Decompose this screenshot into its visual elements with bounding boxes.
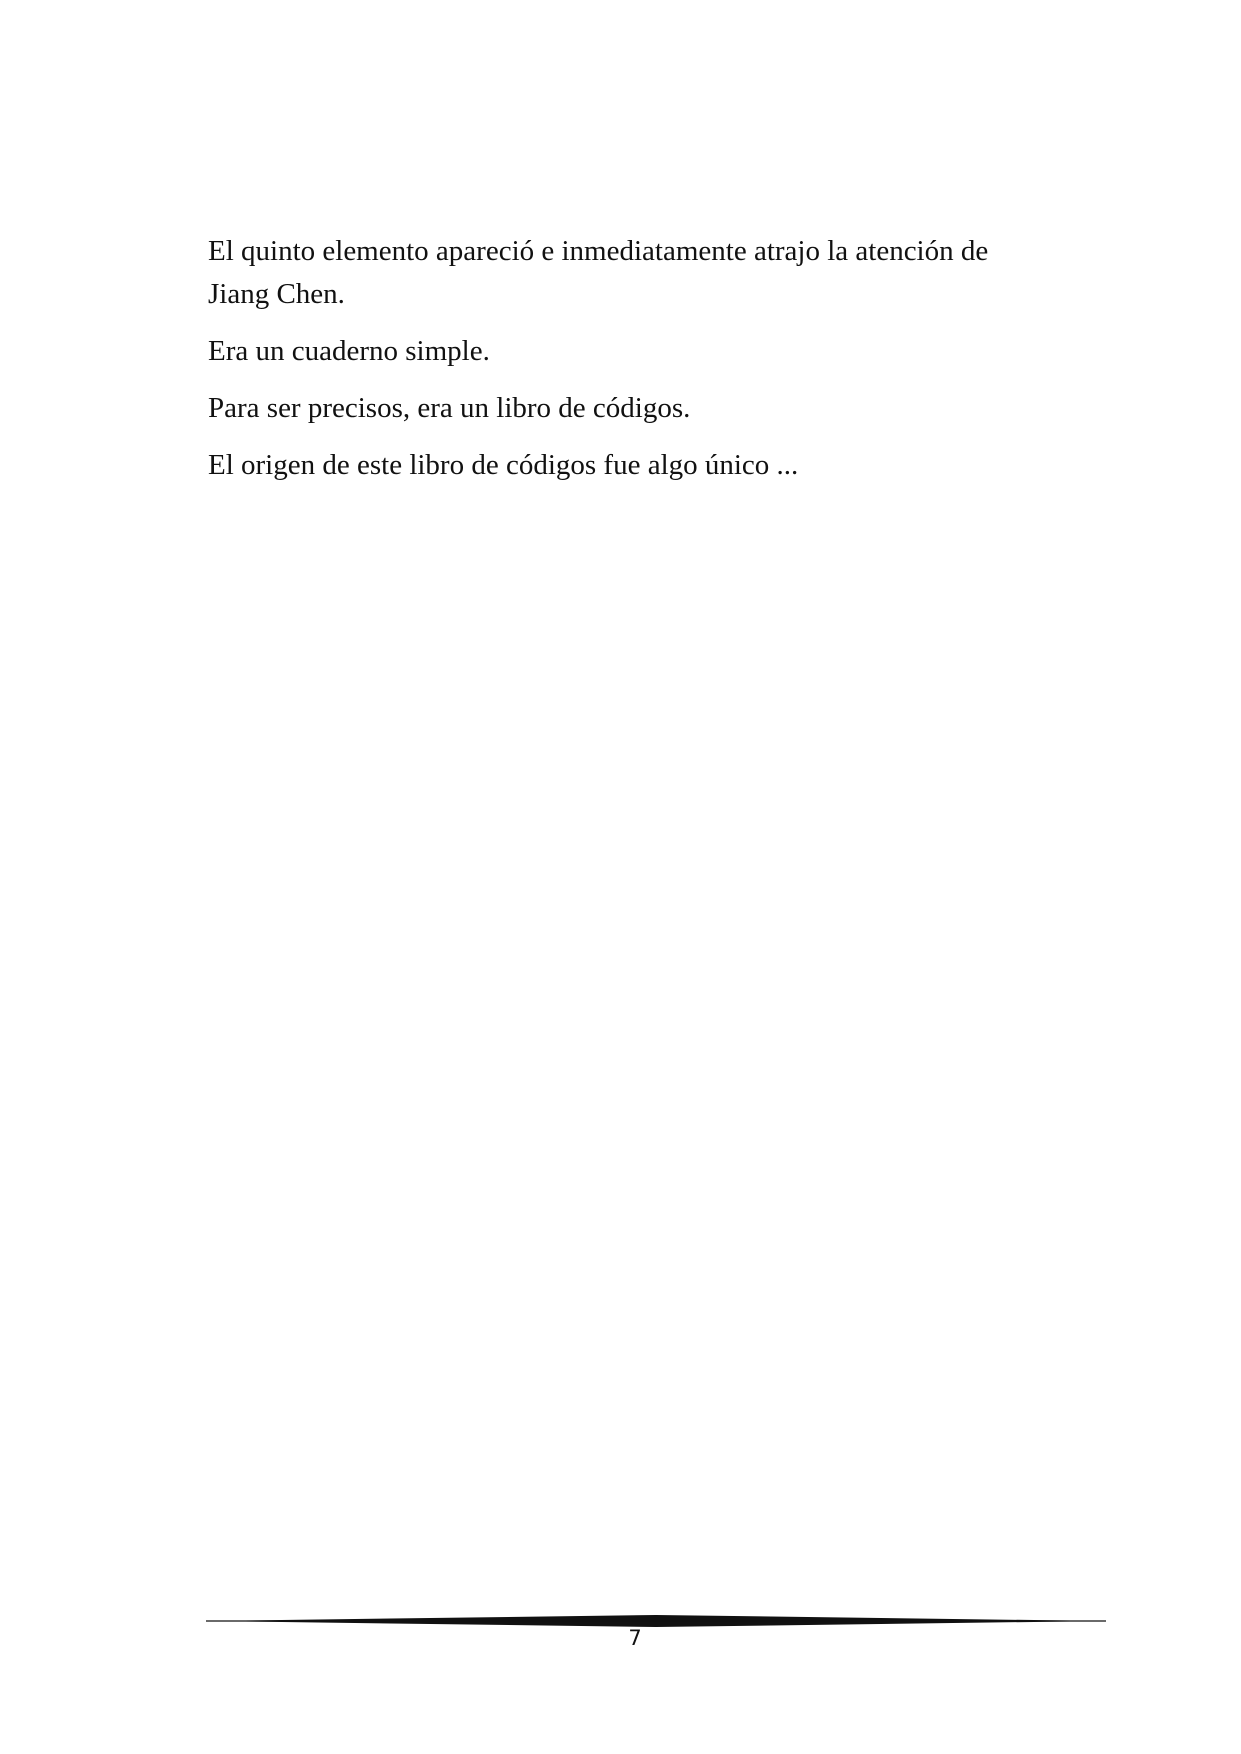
body-text — [208, 230, 1048, 501]
page-number: 7 — [628, 1626, 642, 1650]
paragraph: El origen de este libro de códigos fue algo único ... — [208, 449, 799, 481]
paragraph: Para ser precisos, era un libro de códigos. — [208, 392, 691, 424]
paragraph: El quinto elemento apareció e inmediatamente atrajo la atención de Jiang Chen. — [208, 235, 989, 310]
paragraph: Era un cuaderno simple. — [208, 335, 490, 367]
